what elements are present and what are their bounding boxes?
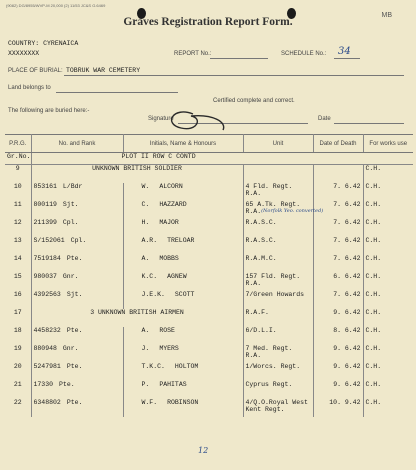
table-row — [5, 291, 413, 309]
unit-note: (Norfolk Yeo. converted) — [261, 208, 324, 214]
land-line — [56, 92, 178, 93]
following-label: The following are buried here:- — [8, 108, 90, 114]
rank: Cpl. — [70, 237, 87, 244]
grave-number: 13 — [13, 237, 22, 244]
service-number: 4458232 — [33, 327, 61, 334]
grave-number: 12 — [13, 219, 22, 226]
date-of-death: 9. 6.42 — [333, 363, 361, 370]
column-header: Date of Death — [313, 135, 363, 153]
initials: H. — [141, 219, 150, 226]
surname: MOBBS — [159, 255, 179, 262]
date-label: Date — [318, 116, 331, 122]
service-number: 6348802 — [33, 399, 61, 406]
unknown-entry: 3 UNKNOWN BRITISH AIRMEN — [90, 309, 184, 316]
date-of-death: 9. 6.42 — [333, 381, 361, 388]
country-value: CYRENAICA — [43, 40, 79, 47]
works-mark: C.H. — [365, 309, 382, 316]
works-mark: C.H. — [365, 291, 382, 298]
initials: C. — [141, 201, 150, 208]
surname: TRELOAR — [167, 237, 195, 244]
works-mark: C.H. — [365, 345, 382, 352]
column-header: Unit — [243, 135, 313, 153]
form-title: Graves Registration Report Form. — [123, 16, 293, 28]
unit: 4/Q.O.Royal West — [245, 399, 308, 406]
unit: 7 Med. Regt. — [245, 345, 293, 352]
date-of-death: 7. 6.42 — [333, 219, 361, 226]
service-number: 5247981 — [33, 363, 61, 370]
grave-number: 21 — [13, 381, 22, 388]
surname: AGNEW — [167, 273, 187, 280]
unknown-entry: UNKNOWN BRITISH SOLDIER — [92, 165, 182, 172]
surname: SCOTT — [174, 291, 195, 298]
table-row — [5, 381, 413, 399]
works-mark: C.H. — [365, 363, 382, 370]
works-mark: C.H. — [365, 219, 382, 226]
initials: A. — [141, 327, 150, 334]
grave-number: 16 — [13, 291, 22, 298]
date-of-death: 7. 6.42 — [333, 255, 361, 262]
struck-text: XXXXXXXX — [8, 50, 40, 57]
grave-number: 20 — [13, 363, 22, 370]
land-label: Land belongs to — [8, 85, 51, 91]
rank: Pte. — [66, 327, 83, 334]
service-number: 800119 — [33, 201, 57, 208]
unit: 1/Worcs. Regt. — [245, 363, 301, 370]
column-header: P.R.G. — [5, 135, 31, 153]
rank: Cpl. — [62, 219, 79, 226]
table-row — [5, 345, 413, 363]
rank: Gnr. — [62, 345, 79, 352]
surname: ROSE — [159, 327, 175, 334]
unit-line-2: R.A. — [245, 190, 262, 197]
print-line: (9082) DG/8955/WVP-M 20,000 (2) 11/53 JC&S G.6469 — [6, 3, 106, 8]
service-number: 853161 — [33, 183, 57, 190]
grave-number: 22 — [13, 399, 22, 406]
initials: W. — [141, 183, 150, 190]
table-header-row — [5, 135, 413, 153]
service-number: 7519184 — [33, 255, 61, 262]
surname: HAZZARD — [159, 201, 187, 208]
table-row — [5, 399, 413, 417]
rank: L/Bdr — [62, 183, 83, 190]
table-row — [5, 237, 413, 255]
place-value: TOBRUK WAR CEMETERY — [66, 67, 141, 74]
rank: Pte. — [66, 399, 83, 406]
unit: 4 Fld. Regt. — [245, 183, 293, 190]
grave-number: 18 — [13, 327, 22, 334]
works-mark: C.H. — [365, 237, 382, 244]
unit: 7/Green Howards — [245, 291, 305, 298]
surname: ALCORN — [159, 183, 183, 190]
works-mark: C.H. — [365, 165, 382, 172]
schedule-no-line — [334, 58, 360, 59]
unit: R.A.M.C. — [245, 255, 277, 262]
unit-line-2: R.A. — [245, 208, 262, 215]
table-row — [5, 273, 413, 291]
table-row — [5, 255, 413, 273]
table-row — [5, 183, 413, 201]
table-row — [5, 219, 413, 237]
initials: A.R. — [141, 237, 158, 244]
rank: Sjt. — [62, 201, 79, 208]
grave-number: 10 — [13, 183, 22, 190]
unit-line-2: R.A. — [245, 352, 262, 359]
grave-number: 19 — [13, 345, 22, 352]
column-header: For works use — [363, 135, 413, 153]
date-of-death: 9. 6.42 — [333, 309, 361, 316]
date-of-death: 8. 6.42 — [333, 327, 361, 334]
place-label: PLACE OF BURIAL: — [8, 68, 63, 74]
service-number: 880948 — [33, 345, 57, 352]
rank: Sjt. — [66, 291, 83, 298]
rank: Pte. — [59, 381, 75, 388]
unit: 6/D.L.I. — [245, 327, 277, 334]
surname: MYERS — [159, 345, 179, 352]
service-number: S/152061 — [33, 237, 65, 244]
grave-no-label: Gr.No. — [5, 153, 31, 165]
table-row — [5, 327, 413, 345]
corner-mark: MB — [381, 12, 392, 19]
schedule-no-label: SCHEDULE No.: — [281, 51, 327, 57]
table-row — [5, 363, 413, 381]
service-number: 980037 — [33, 273, 57, 280]
surname: ROBINSON — [167, 399, 199, 406]
report-no-line — [210, 58, 268, 59]
unit: R.A.F. — [245, 309, 269, 316]
signature-scribble — [163, 96, 233, 136]
country-label: COUNTRY: — [8, 40, 40, 47]
rank: Gnr. — [62, 273, 79, 280]
service-number: 211399 — [33, 219, 57, 226]
table-row — [5, 201, 413, 219]
certified-label: Certified complete and correct. — [213, 98, 295, 104]
place-line — [64, 75, 404, 76]
date-of-death: 6. 6.42 — [333, 273, 361, 280]
works-mark: C.H. — [365, 381, 382, 388]
service-number: 17330 — [33, 381, 54, 388]
surname: HOLTOM — [174, 363, 199, 370]
unit: R.A.S.C. — [245, 219, 277, 226]
burial-table — [5, 134, 413, 417]
date-of-death: 7. 6.42 — [333, 291, 361, 298]
initials: T.K.C. — [141, 363, 165, 370]
date-of-death: 7. 6.42 — [333, 237, 361, 244]
column-header: No. and Rank — [31, 135, 123, 153]
works-mark: C.H. — [365, 399, 382, 406]
works-mark: C.H. — [365, 183, 382, 190]
initials: A. — [141, 255, 150, 262]
unit: Cyprus Regt. — [245, 381, 293, 388]
country-line — [8, 40, 78, 47]
works-mark: C.H. — [365, 255, 382, 262]
surname: PAHITAS — [159, 381, 187, 388]
unit-line-2: R.A. — [245, 280, 262, 287]
works-mark: C.H. — [365, 201, 382, 208]
works-mark: C.H. — [365, 273, 382, 280]
signature-label: Signature — [148, 116, 174, 122]
unit: 157 Fld. Regt. — [245, 273, 301, 280]
rank: Pte. — [66, 255, 83, 262]
unit-line-2: Kent Regt. — [245, 406, 285, 413]
initials: K.C. — [141, 273, 158, 280]
date-of-death: 9. 6.42 — [333, 345, 361, 352]
works-mark: C.H. — [365, 327, 382, 334]
date-of-death: 10. 9.42 — [329, 399, 361, 406]
grave-number: 14 — [13, 255, 22, 262]
grave-number: 15 — [13, 273, 22, 280]
column-header: Initials, Name & Honours — [123, 135, 243, 153]
initials: W.F. — [141, 399, 158, 406]
schedule-no-value: 34 — [338, 46, 351, 57]
report-no-label: REPORT No.: — [174, 51, 212, 57]
date-of-death: 7. 6.42 — [333, 183, 361, 190]
table-row — [5, 309, 413, 327]
plot-heading: PLOT II ROW C CONTD — [31, 153, 413, 165]
plot-row — [5, 153, 413, 165]
grave-number: 11 — [13, 201, 22, 208]
grave-number: 9 — [15, 165, 20, 172]
service-number: 4392563 — [33, 291, 61, 298]
unit: 65 A.Tk. Regt. — [245, 201, 301, 208]
grave-number: 17 — [13, 309, 22, 316]
date-line — [334, 123, 404, 124]
initials: P. — [141, 381, 150, 388]
initials: J.E.K. — [141, 291, 165, 298]
unit: R.A.S.C. — [245, 237, 277, 244]
surname: MAJOR — [159, 219, 179, 226]
footer-mark: 12 — [198, 446, 209, 455]
date-of-death: 7. 6.42 — [333, 201, 361, 208]
rank: Pte. — [66, 363, 83, 370]
table-row — [5, 165, 413, 184]
initials: J. — [141, 345, 150, 352]
